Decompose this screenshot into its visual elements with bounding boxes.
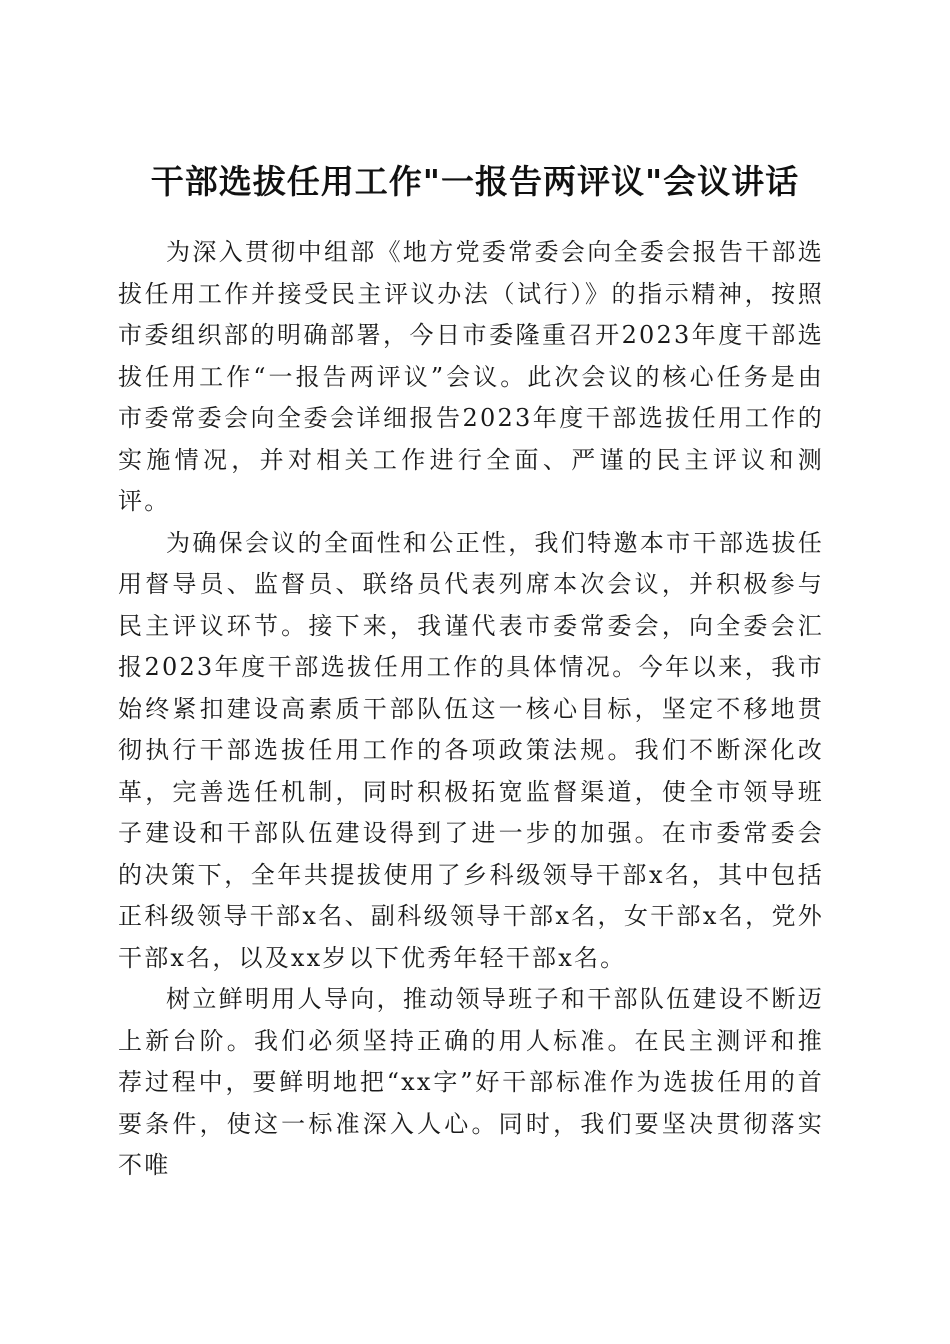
paragraph-3: 树立鲜明用人导向，推动领导班子和干部队伍建设不断迈上新台阶。我们必须坚持正确的用人标准。在民主测评和推荐过程中，要鲜明地把“xx字”好干部标准作为选拔任用的首要条件，使这一标准深入人心。同时，我们要坚决贯彻落实不唯 [118,985,824,1179]
paragraph-1: 为深入贯彻中组部《地方党委常委会向全委会报告干部选拔任用工作并接受民主评议办法（试行）》的指示精神，按照市委组织部的明确部署，今日市委隆重召开2023年度干部选拔任用工作“一报告两评议”会议。此次会议的核心任务是由市委常委会向全委会详细报告2023年度干部选拔任用工作的实施情况，并对相关工作进行全面、严谨的民主评议和测评。 [118,238,824,515]
paragraph-2: 为确保会议的全面性和公正性，我们特邀本市干部选拔任用督导员、监督员、联络员代表列席本次会议，并积极参与民主评议环节。接下来，我谨代表市委常委会，向全委会汇报2023年度干部选拔任用工作的具体情况。今年以来，我市始终紧扣建设高素质干部队伍这一核心目标，坚定不移地贯彻执行干部选拔任用工作的各项政策法规。我们不断深化改革，完善选任机制，同时积极拓宽监督渠道，使全市领导班子建设和干部队伍建设得到了进一步的加强。在市委常委会的决策下，全年共提拔使用了乡科级领导干部x名，其中包括正科级领导干部x名、副科级领导干部x名，女干部x名，党外干部x名，以及xx岁以下优秀年轻干部x名。 [118,528,824,972]
document-body [118,232,824,1187]
document-title: 干部选拔任用工作"一报告两评议"会议讲话 [150,162,800,202]
